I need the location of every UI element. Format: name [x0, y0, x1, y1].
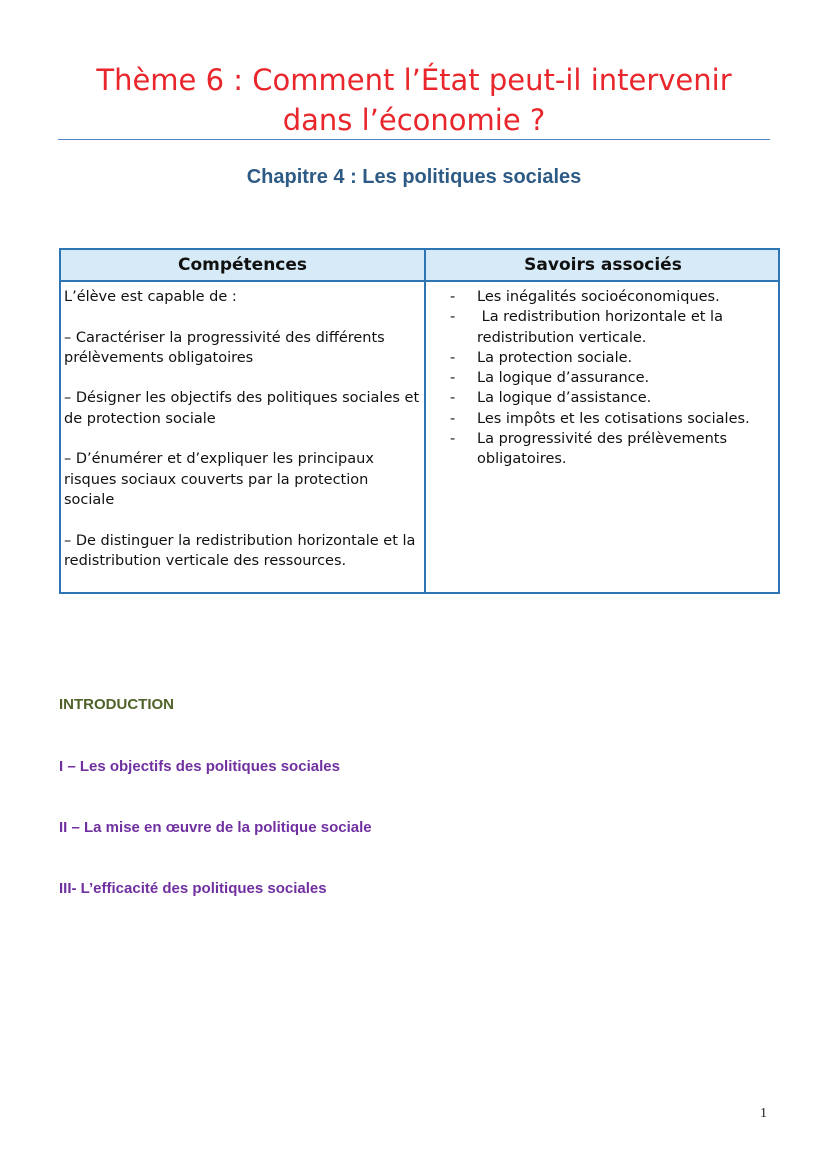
savoir-text: La logique d’assurance. [477, 370, 650, 387]
savoir-text: La progressivité des prélèvements obligatoires. [477, 431, 728, 468]
section-part-2: II – La mise en œuvre de la politique sociale [59, 819, 372, 836]
page-title-line-2: dans l’économie ? [282, 103, 546, 137]
table-column-divider [424, 250, 426, 592]
savoir-item [439, 287, 779, 307]
savoir-text: Les impôts et les cotisations sociales. [477, 410, 750, 427]
competences-table [59, 248, 780, 594]
savoir-item [439, 307, 779, 348]
savoir-text: La logique d’assistance. [477, 390, 652, 407]
header-savoirs-associes: Savoirs associés [524, 255, 682, 275]
section-part-3: III- L’efficacité des politiques sociales [59, 880, 327, 897]
bullet-dash: - [450, 431, 456, 448]
savoir-item [439, 368, 779, 388]
competence-item: – Désigner les objectifs des politiques sociales et de protection sociale [64, 390, 420, 427]
page-title-line-1: Thème 6 : Comment l’État peut-il intervenir [96, 63, 732, 97]
bullet-dash: - [450, 309, 456, 326]
bullet-dash: - [450, 370, 456, 387]
savoir-item [439, 348, 779, 368]
title-divider [58, 139, 770, 140]
bullet-dash: - [450, 410, 456, 427]
savoirs-cell [439, 287, 779, 470]
page-title [0, 60, 828, 140]
bullet-dash: - [450, 349, 456, 366]
competence-item: – D’énumérer et d’expliquer les principaux risques sociaux couverts par la protection sociale [64, 451, 374, 508]
competence-intro: L’élève est capable de : [64, 289, 237, 305]
savoir-text: La redistribution horizontale et la redistribution verticale. [477, 309, 728, 346]
chapter-title: Chapitre 4 : Les politiques sociales [246, 166, 582, 188]
section-part-1: I – Les objectifs des politiques sociales [59, 758, 340, 775]
savoir-text: La protection sociale. [477, 349, 633, 366]
savoir-text: Les inégalités socioéconomiques. [477, 289, 720, 305]
savoirs-list [439, 287, 779, 470]
competences-cell [64, 287, 422, 591]
competence-item: – De distinguer la redistribution horizontale et la redistribution verticale des ressources. [64, 532, 416, 569]
bullet-dash: - [450, 390, 456, 407]
savoir-item [439, 388, 779, 408]
page-number: 1 [760, 1106, 767, 1121]
savoir-item [439, 409, 779, 429]
savoir-item [439, 429, 779, 470]
bullet-dash: - [450, 289, 456, 305]
header-competences: Compétences [177, 255, 308, 275]
competence-item: – Caractériser la progressivité des différents prélèvements obligatoires [64, 329, 385, 366]
section-introduction: INTRODUCTION [59, 696, 174, 713]
